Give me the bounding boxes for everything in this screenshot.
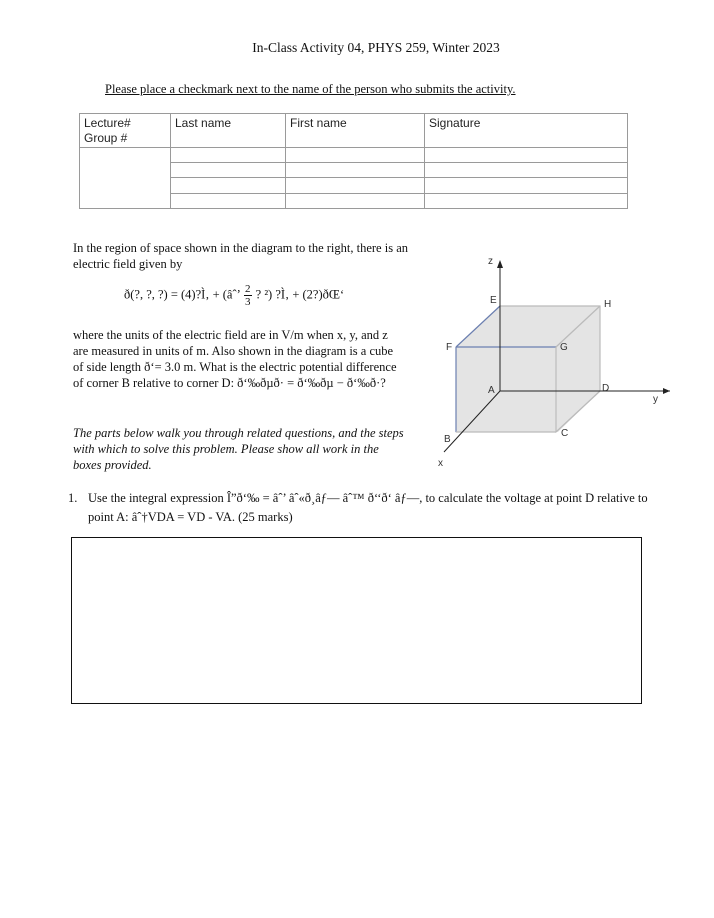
signature-cell[interactable]: [425, 178, 628, 193]
lecture-group-cell[interactable]: [80, 147, 171, 208]
last-name-cell[interactable]: [171, 193, 286, 208]
fraction-numerator: 2: [245, 283, 251, 295]
last-name-header: Last name: [171, 114, 286, 148]
label-d: D: [602, 383, 610, 394]
y-axis-arrow-icon: [663, 388, 670, 394]
label-e: E: [490, 295, 497, 306]
label-x: x: [438, 458, 443, 469]
label-a: A: [488, 385, 495, 396]
fraction-denominator: 3: [245, 296, 251, 308]
label-y: y: [653, 394, 658, 405]
label-g: G: [560, 342, 568, 353]
answer-box[interactable]: [71, 537, 642, 704]
label-b: B: [444, 434, 451, 445]
label-z: z: [488, 256, 493, 267]
first-name-header: First name: [286, 114, 425, 148]
question-text: Use the integral expression Î”ð‘‰ = âˆ’ âˆ«ð¸âƒ— âˆ™ ð‘‘ð‘ âƒ—, to calculate the voltage at point D relative to point A: âˆ†VDA = VD - VA. (25 marks): [88, 491, 648, 524]
signature-cell[interactable]: [425, 147, 628, 162]
first-name-cell[interactable]: [286, 193, 425, 208]
signature-header: Signature: [425, 114, 628, 148]
label-h: H: [604, 299, 612, 310]
equation-left: ð(?, ?, ?) = (4)?Ì‚ + (âˆ’: [124, 287, 240, 302]
z-axis-arrow-icon: [497, 260, 503, 268]
last-name-cell[interactable]: [171, 178, 286, 193]
signature-table-header: [80, 114, 628, 148]
signature-table: [79, 113, 628, 209]
signature-cell[interactable]: [425, 163, 628, 178]
equation-fraction: [244, 283, 252, 308]
last-name-cell[interactable]: [171, 147, 286, 162]
units-paragraph: where the units of the electric field are in V/m when x, y, and z are measured in units of m. Also shown in the diagram is a cube of side length ð‘= 3.0 m. What is the electric potential difference of corner B relative to corner D: ð‘‰ðµð· = ð‘‰ðµ − ð‘‰ð·?: [73, 328, 397, 390]
first-name-cell[interactable]: [286, 147, 425, 162]
label-c: C: [561, 428, 569, 439]
checkmark-instruction: Please place a checkmark next to the name of the person who submits the activity.: [105, 82, 516, 96]
cube-diagram: [430, 250, 670, 470]
first-name-cell[interactable]: [286, 163, 425, 178]
cube-back-face: [500, 306, 600, 391]
page-title: In-Class Activity 04, PHYS 259, Winter 2023: [252, 40, 500, 55]
question-number: 1.: [68, 491, 78, 505]
last-name-cell[interactable]: [171, 163, 286, 178]
intro-paragraph: In the region of space shown in the diagram to the right, there is an electric field given by: [73, 241, 408, 271]
instructions-paragraph: The parts below walk you through related questions, and the steps with which to solve this problem. Please show all work in the boxes provided.: [73, 426, 404, 472]
label-f: F: [446, 342, 453, 353]
lecture-group-header: Lecture# Group #: [80, 114, 171, 148]
equation-right: ? ²) ?Ì‚ + (2?)ðŒ‘: [255, 287, 345, 302]
signature-cell[interactable]: [425, 193, 628, 208]
first-name-cell[interactable]: [286, 178, 425, 193]
table-row: [80, 147, 628, 162]
electric-field-equation: [124, 283, 344, 308]
